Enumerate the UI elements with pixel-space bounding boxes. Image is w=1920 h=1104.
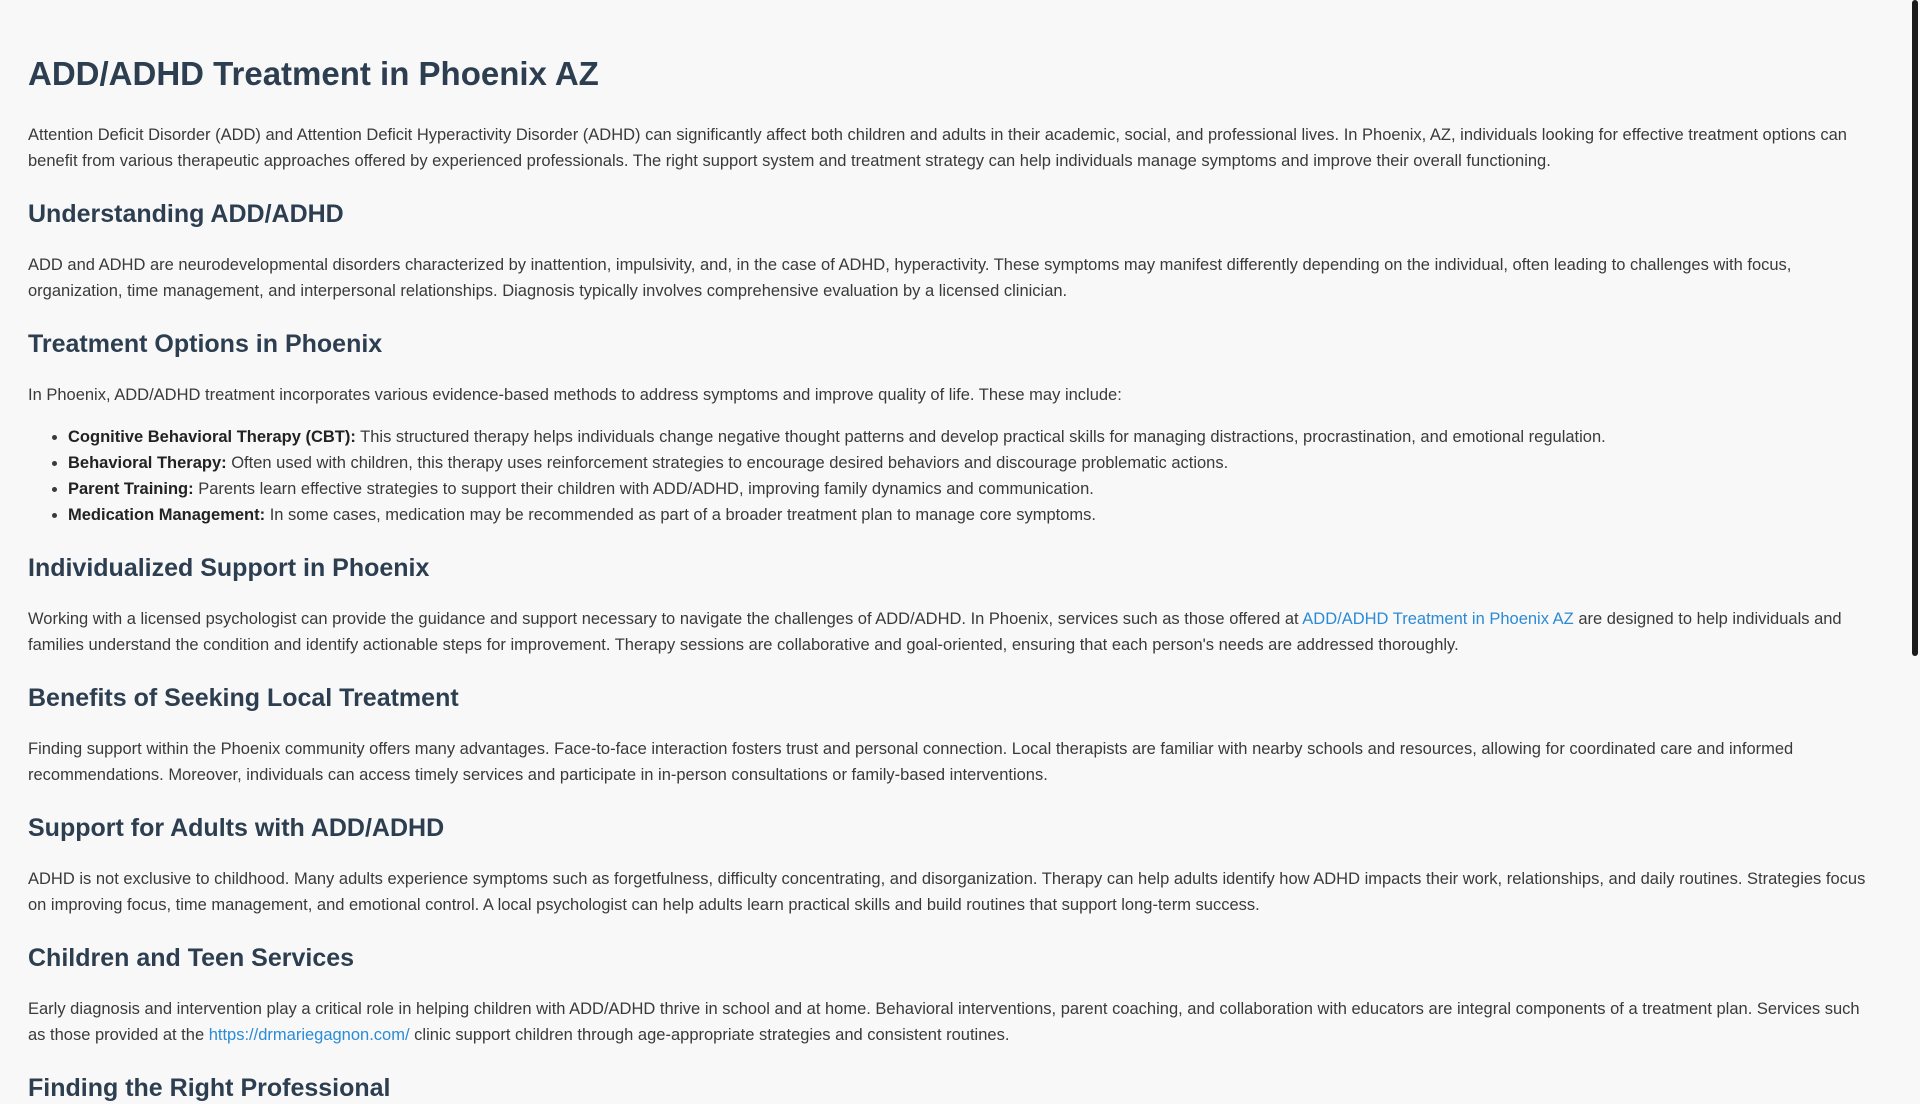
list-item-desc: Parents learn effective strategies to support their children with ADD/ADHD, improving family dynamics and communication. xyxy=(193,480,1094,498)
list-item xyxy=(68,502,1880,528)
text-after-link: clinic support children through age-appropriate strategies and consistent routines. xyxy=(409,1026,1010,1044)
section-heading-individualized-support: Individualized Support in Phoenix xyxy=(28,554,430,582)
treatment-link[interactable]: ADD/ADHD Treatment in Phoenix AZ xyxy=(1302,610,1574,628)
scrollbar[interactable] xyxy=(1910,0,1920,1080)
clinic-website-link[interactable]: https://drmariegagnon.com/ xyxy=(208,1026,410,1044)
section-heading-understanding: Understanding ADD/ADHD xyxy=(28,200,344,228)
list-item xyxy=(68,450,1880,476)
section-heading-finding-professional: Finding the Right Professional xyxy=(28,1074,391,1102)
section-text-understanding: ADD and ADHD are neurodevelopmental disorders characterized by inattention, impulsivity, and, in the case of ADHD, hyperactivity. These symptoms may manifest differently depending on the individual, often leading to challenges with focus, organization, time management, and interpersonal relationships. Diagnosis typically involves comprehensive evaluation by a licensed clinician. xyxy=(28,256,1792,300)
text-after-link: are designed to help individuals and families understand the condition and identify actionable steps for improvement. Therapy sessions are collaborative and goal-oriented, ensuring that each person's needs are addressed thoroughly. xyxy=(28,610,1842,654)
list-item-term: Behavioral Therapy: xyxy=(68,454,227,472)
list-item-desc: This structured therapy helps individuals change negative thought patterns and develop practical skills for managing distractions, procrastination, and emotional regulation. xyxy=(355,428,1606,446)
list-item-term: Parent Training: xyxy=(68,480,194,498)
text-before-link: Early diagnosis and intervention play a critical role in helping children with ADD/ADHD thrive in school and at home. Behavioral interventions, parent coaching, and collaboration with educators are integral components of a treatment plan. Services such as those provided at the xyxy=(28,1000,1860,1044)
section-text-individualized-support xyxy=(28,606,1880,658)
section-heading-adults: Support for Adults with ADD/ADHD xyxy=(28,814,445,842)
treatment-list xyxy=(28,424,1880,528)
section-text-adults: ADHD is not exclusive to childhood. Many adults experience symptoms such as forgetfulness, difficulty concentrating, and disorganization. Therapy can help adults identify how ADHD impacts their work, relationships, and daily routines. Strategies focus on improving focus, time management, and emotional control. A local psychologist can help adults learn practical skills and build routines that support long-term success. xyxy=(28,870,1866,914)
list-item-term: Cognitive Behavioral Therapy (CBT): xyxy=(68,428,356,446)
article xyxy=(28,0,1880,1104)
scrollbar-thumb[interactable] xyxy=(1912,0,1918,656)
section-heading-children-teens: Children and Teen Services xyxy=(28,944,355,972)
section-text-treatment-options: In Phoenix, ADD/ADHD treatment incorporates various evidence-based methods to address symptoms and improve quality of life. These may include: xyxy=(28,386,1122,404)
list-item-desc: In some cases, medication may be recommended as part of a broader treatment plan to manage core symptoms. xyxy=(265,506,1097,524)
section-text-local-benefits: Finding support within the Phoenix community offers many advantages. Face-to-face interaction fosters trust and personal connection. Local therapists are familiar with nearby schools and resources, allowing for coordinated care and informed recommendations. Moreover, individuals can access timely services and participate in in-person consultations or family-based interventions. xyxy=(28,740,1794,784)
text-before-link: Working with a licensed psychologist can provide the guidance and support necessary to navigate the challenges of ADD/ADHD. In Phoenix, services such as those offered at xyxy=(28,610,1303,628)
list-item-desc: Often used with children, this therapy uses reinforcement strategies to encourage desired behaviors and discourage problematic actions. xyxy=(226,454,1229,472)
section-heading-local-benefits: Benefits of Seeking Local Treatment xyxy=(28,684,459,712)
intro-paragraph: Attention Deficit Disorder (ADD) and Attention Deficit Hyperactivity Disorder (ADHD) can significantly affect both children and adults in their academic, social, and professional lives. In Phoenix, AZ, individuals looking for effective treatment options can benefit from various therapeutic approaches offered by experienced professionals. The right support system and treatment strategy can help individuals manage symptoms and improve their overall functioning. xyxy=(28,126,1847,170)
list-item xyxy=(68,424,1880,450)
section-text-children-teens xyxy=(28,996,1880,1048)
list-item xyxy=(68,476,1880,502)
list-item-term: Medication Management: xyxy=(68,506,266,524)
section-heading-treatment-options: Treatment Options in Phoenix xyxy=(28,330,383,358)
page-title: ADD/ADHD Treatment in Phoenix AZ xyxy=(28,55,599,92)
